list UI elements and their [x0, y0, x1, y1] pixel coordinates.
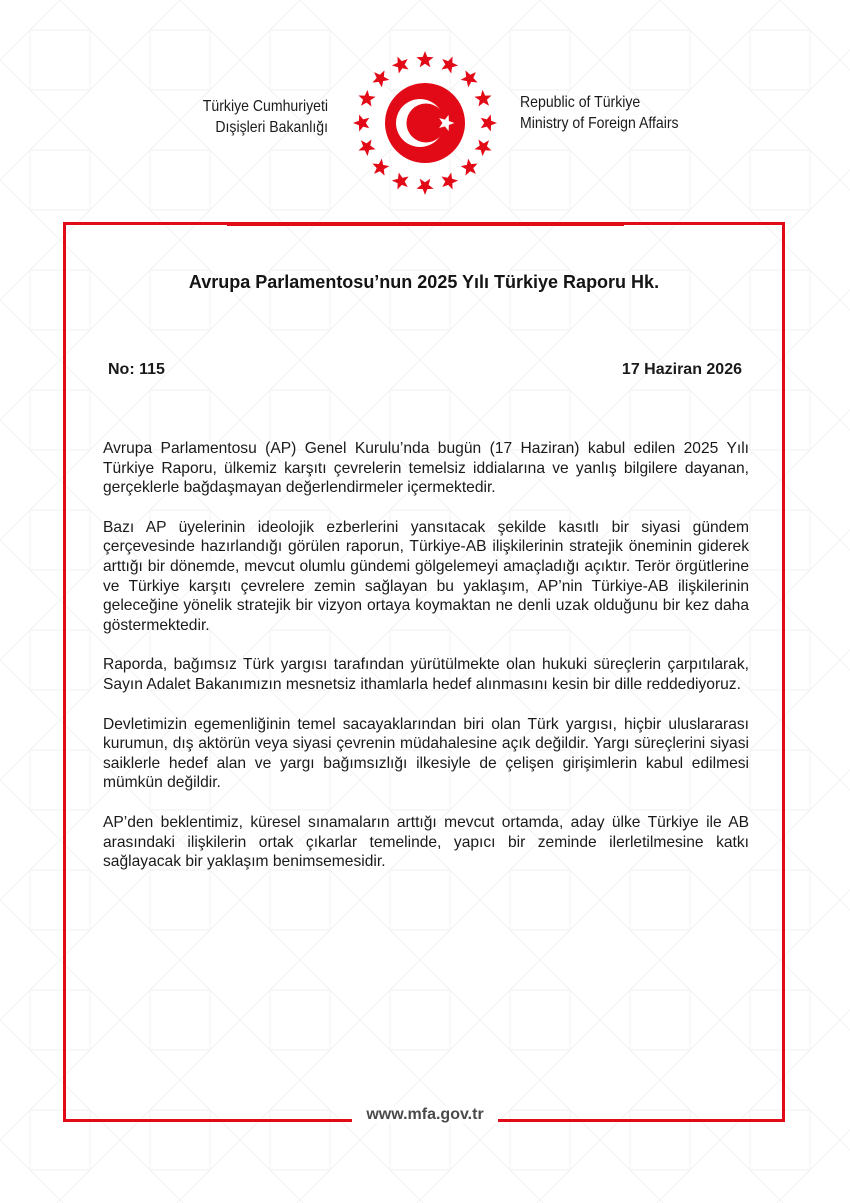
paragraph-5: AP’den beklentimiz, küresel sınamaların arttığı mevcut ortamda, aday ülke Türkiye ile AB arasındaki ilişkilerin ortak çıkarlar temelinde, yapıcı bir zeminde ilerletilmesine katkı sağlayacak bir yaklaşım benimsemesidir.	[103, 813, 749, 871]
seal-star-icon	[358, 90, 375, 107]
seal-star-icon	[392, 56, 409, 73]
website-footer	[0, 1106, 850, 1124]
ministry-name-turkish	[152, 96, 328, 138]
letterhead	[0, 0, 850, 200]
seal-star-icon	[392, 172, 409, 189]
document-date: 17 Haziran 2026	[621, 361, 742, 378]
document-number: No: 115	[108, 361, 165, 378]
seal-star-icon	[474, 139, 491, 156]
seal-star-icon	[441, 56, 458, 73]
ministry-tr-line2: Dışişleri Bakanlığı	[215, 119, 328, 136]
star-crescent-seal-icon	[350, 48, 500, 198]
document-title: Avrupa Parlamentosu’nun 2025 Yılı Türkiye Raporu Hk.	[188, 272, 660, 292]
paragraph-3: Raporda, bağımsız Türk yargısı tarafından yürütülmekte olan hukuki süreçlerin çarpıtılarak, Sayın Adalet Bakanımızın mesnetsiz ithamlarla hedef alınmasını kesin bir dille reddediyoruz.	[103, 656, 749, 693]
document-body	[103, 439, 749, 892]
seal-star-icon	[441, 172, 458, 189]
ministry-tr-line1: Türkiye Cumhuriyeti	[202, 98, 328, 115]
frame-top-left-segment	[63, 222, 227, 225]
frame-top-right-segment	[624, 222, 785, 225]
seal-star-icon	[474, 90, 491, 107]
seal-star-icon	[416, 51, 433, 67]
seal-star-icon	[353, 114, 369, 131]
seal-star-icon	[481, 114, 497, 131]
seal-star-icon	[461, 70, 478, 87]
paragraph-2: Bazı AP üyelerinin ideolojik ezberlerini yansıtacak şekilde kasıtlı bir siyasi gündem çerçevesinde hazırlandığı görülen raporun, Türkiye-AB ilişkilerinin stratejik öneminin giderek arttığı bir dönemde, mevcut olumlu gündemi gölgelemeyi amaçladığı açıktır. Terör örgütlerine ve Türkiye karşıtı çevrelere zemin sağlayan bu yaklaşım, AP’nin Türkiye-AB ilişkilerinin geleceğine yönelik stratejik bir vizyon ortaya koymaktan ne denli uzak olduğunu bir kez daha göstermektedir.	[103, 518, 749, 634]
seal-star-icon	[358, 139, 375, 156]
seal-star-icon	[416, 179, 433, 195]
seal-star-icon	[372, 159, 389, 176]
website-link[interactable]: www.mfa.gov.tr	[352, 1106, 497, 1123]
seal-star-icon	[461, 159, 478, 176]
ministry-name-english	[520, 92, 731, 134]
paragraph-1: Avrupa Parlamentosu (AP) Genel Kurulu’nda bugün (17 Haziran) kabul edilen 2025 Yılı Türkiye Raporu, ülkemiz karşıtı çevrelerin temelsiz iddialarına ve yanlış bilgilere dayanan, gerçeklerle bağdaşmayan değerlendirmeler içermektedir.	[103, 440, 749, 497]
frame-top-mid-segment	[227, 222, 624, 226]
paragraph-4: Devletimizin egemenliğinin temel sacayaklarından biri olan Türk yargısı, hiçbir uluslararası kurumun, dış aktörün veya siyasi çevrenin müdahalesine açık değildir. Yargı süreçlerini siyasi saiklerle hedef alan ve yargı bağımsızlığı ilkesiyle de çelişen girişimlerin kabul edilmesi mümkün değildir.	[103, 715, 749, 792]
seal-star-icon	[372, 70, 389, 87]
ministry-en-line1: Republic of Türkiye	[520, 94, 641, 111]
ministry-en-line2: Ministry of Foreign Affairs	[520, 115, 679, 132]
